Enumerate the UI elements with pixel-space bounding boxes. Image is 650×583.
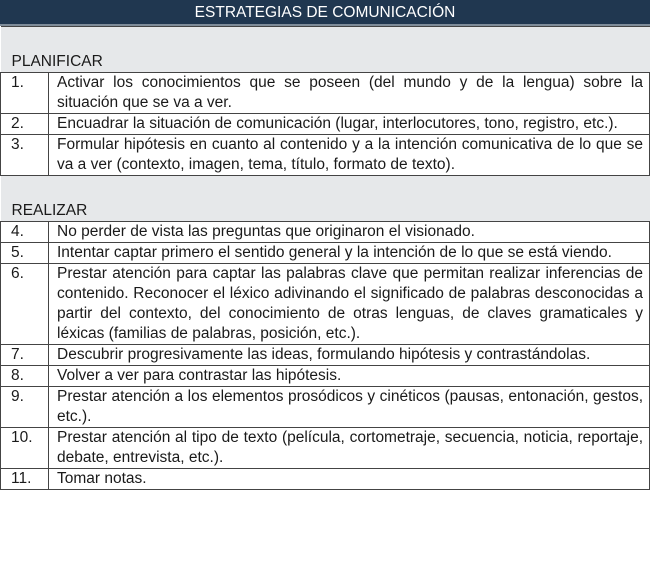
strategy-number: 7. bbox=[1, 345, 49, 366]
strategy-number: 2. bbox=[1, 114, 49, 135]
document-title: ESTRATEGIAS DE COMUNICACIÓN bbox=[0, 0, 650, 26]
strategy-text: No perder de vista las preguntas que originaron el visionado. bbox=[49, 222, 650, 243]
strategy-row bbox=[1, 73, 650, 114]
strategy-number: 4. bbox=[1, 222, 49, 243]
strategy-row bbox=[1, 114, 650, 135]
strategy-text: Prestar atención a los elementos prosódicos y cinéticos (pausas, entonación, gestos, etc.). bbox=[49, 387, 650, 428]
strategy-text: Activar los conocimientos que se poseen (del mundo y de la lengua) sobre la situación que se va a ver. bbox=[49, 73, 650, 114]
strategy-text: Volver a ver para contrastar las hipótesis. bbox=[49, 366, 650, 387]
strategies-table bbox=[0, 26, 650, 490]
strategy-row bbox=[1, 243, 650, 264]
strategy-row bbox=[1, 428, 650, 469]
strategy-number: 1. bbox=[1, 73, 49, 114]
strategy-row bbox=[1, 387, 650, 428]
strategy-number: 5. bbox=[1, 243, 49, 264]
strategy-number: 8. bbox=[1, 366, 49, 387]
strategy-row bbox=[1, 345, 650, 366]
strategy-row bbox=[1, 264, 650, 345]
strategy-text: Encuadrar la situación de comunicación (lugar, interlocutores, tono, registro, etc.). bbox=[49, 114, 650, 135]
section-header-row bbox=[1, 27, 650, 73]
strategy-number: 6. bbox=[1, 264, 49, 345]
strategy-row bbox=[1, 135, 650, 176]
strategy-text: Tomar notas. bbox=[49, 469, 650, 490]
strategy-number: 9. bbox=[1, 387, 49, 428]
strategy-text: Prestar atención para captar las palabras clave que permitan realizar inferencias de contenido. Reconocer el léxico adivinando el significado de palabras desconocidas a partir del contexto, del conocimiento de otras lenguas, de claves gramaticales y léxicas (familias de palabras, posición, etc.). bbox=[49, 264, 650, 345]
strategy-row bbox=[1, 222, 650, 243]
section-heading: PLANIFICAR bbox=[11, 53, 103, 70]
section-header-cell bbox=[1, 27, 650, 73]
strategy-text: Formular hipótesis en cuanto al contenido y a la intención comunicativa de lo que se va a ver (contexto, imagen, tema, título, formato de texto). bbox=[49, 135, 650, 176]
section-header-cell bbox=[1, 176, 650, 222]
strategy-number: 11. bbox=[1, 469, 49, 490]
strategies-table-body bbox=[1, 27, 650, 490]
strategy-text: Intentar captar primero el sentido general y la intención de lo que se está viendo. bbox=[49, 243, 650, 264]
section-header-row bbox=[1, 176, 650, 222]
strategy-text: Prestar atención al tipo de texto (película, cortometraje, secuencia, noticia, reportaje, debate, entrevista, etc.). bbox=[49, 428, 650, 469]
strategy-row bbox=[1, 469, 650, 490]
strategy-number: 3. bbox=[1, 135, 49, 176]
strategy-number: 10. bbox=[1, 428, 49, 469]
section-heading: REALIZAR bbox=[11, 202, 88, 219]
strategy-row bbox=[1, 366, 650, 387]
strategy-text: Descubrir progresivamente las ideas, formulando hipótesis y contrastándolas. bbox=[49, 345, 650, 366]
